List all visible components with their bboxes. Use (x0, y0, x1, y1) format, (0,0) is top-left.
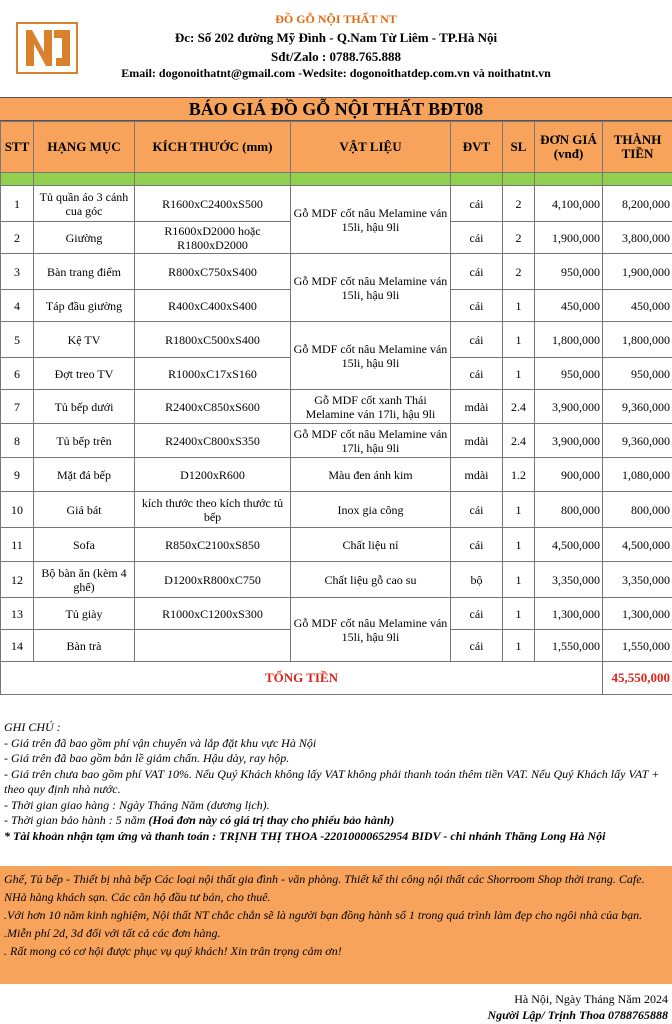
cell-price: 3,350,000 (535, 562, 603, 598)
notes-heading: GHI CHÚ : (4, 720, 61, 734)
cell-item: Sofa (34, 528, 135, 562)
promo-2: .Với hơn 10 năm kinh nghiệm, Nội thất NT chắc chắn sẽ là người bạn đồng hành số 1 trong quá trình làm đẹp cho ngôi nhà của bạn. (4, 908, 643, 922)
footer-signer: Người Lập/ Trịnh Thoa 0788765888 (487, 1008, 668, 1022)
table-row (1, 322, 672, 358)
total-label: TỔNG TIỀN (1, 662, 603, 695)
cell-size: R1600xD2000 hoặc R1800xD2000 (135, 222, 291, 254)
cell-total: 1,080,000 (603, 458, 672, 492)
cell-stt: 6 (1, 358, 34, 390)
cell-size: R2400xC800xS350 (135, 424, 291, 458)
cell-total: 3,350,000 (603, 562, 672, 598)
footer-date: Hà Nội, Ngày Tháng Năm 2024 (514, 992, 668, 1006)
cell-price: 1,300,000 (535, 598, 603, 630)
cell-size (135, 630, 291, 662)
note-5-text: - Thời gian bảo hành : 5 năm (4, 813, 149, 827)
cell-item: Tủ bếp trên (34, 424, 135, 458)
cell-material: Gỗ MDF cốt nâu Melamine ván 17li, hậu 9li (291, 424, 451, 458)
cell-total: 800,000 (603, 492, 672, 528)
cell-stt: 9 (1, 458, 34, 492)
table-row (1, 390, 672, 424)
cell-qty: 1 (503, 492, 535, 528)
cell-total: 450,000 (603, 290, 672, 322)
cell-qty: 2 (503, 186, 535, 222)
cell-item: Tủ giày (34, 598, 135, 630)
cell-qty: 1 (503, 562, 535, 598)
cell-unit: cái (451, 358, 503, 390)
table-row (1, 528, 672, 562)
cell-total: 9,360,000 (603, 390, 672, 424)
cell-unit: cái (451, 254, 503, 290)
note-1: - Giá trên đã bao gồm phí vận chuyển và lắp đặt khu vực Hà Nội (4, 735, 317, 750)
cell-qty: 1 (503, 528, 535, 562)
table-row (1, 186, 672, 222)
cell-stt: 13 (1, 598, 34, 630)
cell-material: Inox gia công (291, 492, 451, 528)
cell-unit: mdài (451, 424, 503, 458)
cell-size: R1600xC2400xS500 (135, 186, 291, 222)
cell-price: 800,000 (535, 492, 603, 528)
cell-price: 3,900,000 (535, 390, 603, 424)
cell-item: Đợt treo TV (34, 358, 135, 390)
cell-total: 8,200,000 (603, 186, 672, 222)
table-row (1, 458, 672, 492)
cell-price: 450,000 (535, 290, 603, 322)
cell-qty: 1 (503, 358, 535, 390)
cell-price: 1,900,000 (535, 222, 603, 254)
cell-material: Gỗ MDF cốt nâu Melamine ván 15li, hậu 9li (291, 598, 451, 662)
col-size: KÍCH THƯỚC (mm) (135, 122, 291, 173)
table-row (1, 562, 672, 598)
bank-account: * Tài khoản nhận tạm ứng và thanh toán : TRỊNH THỊ THOA -22010000652954 BIDV - chi nhánh Thăng Long Hà Nội (4, 828, 606, 843)
company-name: ĐỒ GỖ NỘI THẤT NT (275, 12, 397, 26)
cell-material: Gỗ MDF cốt nâu Melamine ván 15li, hậu 9li (291, 322, 451, 390)
cell-qty: 2 (503, 254, 535, 290)
company-email: Email: dogonoithatnt@gmail.com -Wedsite: dogonoithatdep.com.vn và noithatnt.vn (121, 66, 551, 80)
col-stt: STT (1, 122, 34, 173)
cell-qty: 2.4 (503, 424, 535, 458)
cell-price: 900,000 (535, 458, 603, 492)
cell-unit: cái (451, 598, 503, 630)
cell-stt: 3 (1, 254, 34, 290)
cell-stt: 4 (1, 290, 34, 322)
cell-stt: 7 (1, 390, 34, 424)
cell-qty: 1 (503, 290, 535, 322)
cell-item: Tủ bếp dưới (34, 390, 135, 424)
cell-material: Chất liệu nỉ (291, 528, 451, 562)
col-price: ĐƠN GIÁ (vnđ) (535, 122, 603, 173)
cell-size: D1200xR800xC750 (135, 562, 291, 598)
cell-price: 1,800,000 (535, 322, 603, 358)
cell-qty: 2 (503, 222, 535, 254)
cell-total: 9,360,000 (603, 424, 672, 458)
cell-total: 1,900,000 (603, 254, 672, 290)
cell-qty: 1 (503, 630, 535, 662)
quote-title: BÁO GIÁ ĐỒ GỖ NỘI THẤT BĐT08 (0, 97, 672, 121)
table-header-row (1, 122, 672, 173)
promo-1: Ghế, Tủ bếp - Thiết bị nhà bếp Các loại nội thất gia đình - văn phòng. Thiết kế thi công nội thất các Shorroom Shop thời trang. Cafe. NHà hàng khách sạn. Các căn hộ đầu tư bán, cho thuê. (4, 872, 645, 904)
promo-box (0, 866, 672, 984)
cell-size: R1000xC17xS160 (135, 358, 291, 390)
cell-size: R800xC750xS400 (135, 254, 291, 290)
cell-unit: mdài (451, 390, 503, 424)
cell-total: 4,500,000 (603, 528, 672, 562)
cell-stt: 2 (1, 222, 34, 254)
table-row (1, 424, 672, 458)
cell-size: R400xC400xS400 (135, 290, 291, 322)
col-material: VẬT LIỆU (291, 122, 451, 173)
cell-size: D1200xR600 (135, 458, 291, 492)
cell-unit: cái (451, 630, 503, 662)
cell-size: R850xC2100xS850 (135, 528, 291, 562)
cell-price: 3,900,000 (535, 424, 603, 458)
cell-unit: mdài (451, 458, 503, 492)
col-unit: ĐVT (451, 122, 503, 173)
note-5-bold: (Hoá đơn này có giá trị thay cho phiếu bảo hành) (148, 813, 395, 827)
total-value: 45,550,000 (603, 662, 672, 695)
cell-qty: 1 (503, 598, 535, 630)
cell-item: Giường (34, 222, 135, 254)
note-5 (4, 813, 668, 829)
note-4: - Thời gian giao hàng : Ngày Tháng Năm (dương lịch). (4, 797, 270, 812)
cell-total: 1,300,000 (603, 598, 672, 630)
note-3: - Giá trên chưa bao gồm phí VAT 10%. Nếu Quý Khách không lấy VAT không phải thanh toán thêm tiền VAT. Nếu Quý Khách lấy VAT + theo quy định nhà nước. (4, 766, 660, 796)
cell-size: R1000xC1200xS300 (135, 598, 291, 630)
cell-stt: 8 (1, 424, 34, 458)
cell-material: Gỗ MDF cốt nâu Melamine ván 15li, hậu 9li (291, 186, 451, 254)
cell-material: Chất liệu gỗ cao su (291, 562, 451, 598)
cell-price: 4,500,000 (535, 528, 603, 562)
col-item: HẠNG MỤC (34, 122, 135, 173)
cell-total: 3,800,000 (603, 222, 672, 254)
cell-stt: 11 (1, 528, 34, 562)
cell-item: Mặt đá bếp (34, 458, 135, 492)
cell-stt: 12 (1, 562, 34, 598)
document-header (0, 0, 672, 94)
cell-unit: cái (451, 492, 503, 528)
cell-unit: cái (451, 186, 503, 222)
cell-size: R1800xC500xS400 (135, 322, 291, 358)
cell-size: kích thước theo kích thước tủ bếp (135, 492, 291, 528)
notes-section (4, 720, 668, 844)
note-2: - Giá trên đã bao gồm bản lề giảm chấn. Hậu dày, ray hộp. (4, 751, 290, 765)
cell-stt: 1 (1, 186, 34, 222)
cell-qty: 1 (503, 322, 535, 358)
cell-price: 1,550,000 (535, 630, 603, 662)
separator-row (1, 173, 672, 186)
promo-3: .Miễn phí 2d, 3d đối với tất cả các đơn hàng. (4, 926, 221, 940)
total-row (1, 662, 672, 695)
table-row (1, 254, 672, 290)
cell-item: Bàn trang điểm (34, 254, 135, 290)
cell-item: Kệ TV (34, 322, 135, 358)
cell-unit: bộ (451, 562, 503, 598)
cell-unit: cái (451, 528, 503, 562)
cell-price: 4,100,000 (535, 186, 603, 222)
cell-stt: 5 (1, 322, 34, 358)
company-address: Đc: Số 202 đường Mỹ Đình - Q.Nam Từ Liêm - TP.Hà Nội (174, 30, 498, 45)
cell-qty: 2.4 (503, 390, 535, 424)
cell-total: 1,800,000 (603, 322, 672, 358)
cell-item: Bộ bàn ăn (kèm 4 ghế) (34, 562, 135, 598)
table-row (1, 492, 672, 528)
cell-unit: cái (451, 322, 503, 358)
cell-item: Tủ quần áo 3 cánh cua góc (34, 186, 135, 222)
cell-stt: 10 (1, 492, 34, 528)
quote-table (0, 121, 672, 695)
cell-item: Giá bát (34, 492, 135, 528)
cell-total: 950,000 (603, 358, 672, 390)
cell-material: Màu đen ánh kim (291, 458, 451, 492)
cell-item: Bàn trà (34, 630, 135, 662)
cell-size: R2400xC850xS600 (135, 390, 291, 424)
cell-price: 950,000 (535, 254, 603, 290)
cell-stt: 14 (1, 630, 34, 662)
cell-unit: cái (451, 222, 503, 254)
cell-material: Gỗ MDF cốt nâu Melamine ván 15li, hậu 9li (291, 254, 451, 322)
cell-qty: 1.2 (503, 458, 535, 492)
cell-unit: cái (451, 290, 503, 322)
cell-item: Táp đầu giường (34, 290, 135, 322)
col-total: THÀNH TIỀN (603, 122, 672, 173)
cell-material: Gỗ MDF cốt xanh Thái Melamine ván 17li, hậu 9li (291, 390, 451, 424)
table-row (1, 598, 672, 630)
cell-price: 950,000 (535, 358, 603, 390)
company-phone: Sđt/Zalo : 0788.765.888 (270, 49, 401, 64)
col-qty: SL (503, 122, 535, 173)
promo-4: . Rất mong có cơ hội được phục vụ quý khách! Xin trân trọng cảm ơn! (4, 944, 342, 958)
cell-total: 1,550,000 (603, 630, 672, 662)
